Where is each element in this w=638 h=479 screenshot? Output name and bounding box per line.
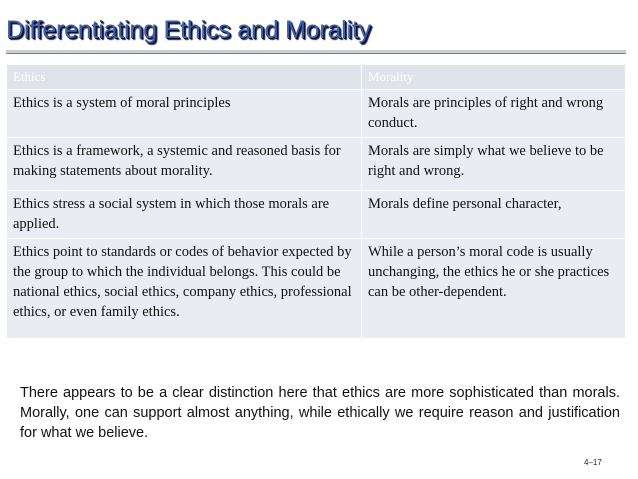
table-row	[7, 239, 626, 339]
header-ethics: Ethics	[7, 65, 362, 90]
morality-cell: Morals are principles of right and wrong conduct.	[362, 90, 626, 138]
explanatory-note: There appears to be a clear distinction here that ethics are more sophisticated than morals. Morally, one can support almost anything, while ethically we require reason and justification for what we believe.	[20, 385, 620, 441]
title-divider-shadow	[6, 53, 626, 54]
table-row	[7, 138, 626, 191]
header-morality: Morality	[362, 65, 626, 90]
table-header-row	[7, 65, 626, 90]
morality-cell: Morals are simply what we believe to be right and wrong.	[362, 138, 626, 191]
table-row	[7, 90, 626, 138]
comparison-table	[6, 64, 626, 339]
slide-title: Differentiating Ethics and Morality	[6, 16, 371, 44]
morality-cell: Morals define personal character,	[362, 191, 626, 239]
table-row	[7, 191, 626, 239]
slide-number: 4–17	[584, 458, 602, 467]
ethics-cell: Ethics point to standards or codes of behavior expected by the group to which the individual belongs. This could be national ethics, social ethics, company ethics, professional ethics, or even family ethics.	[7, 239, 362, 339]
ethics-cell: Ethics stress a social system in which those morals are applied.	[7, 191, 362, 239]
ethics-cell: Ethics is a system of moral principles	[7, 90, 362, 138]
ethics-cell: Ethics is a framework, a systemic and reasoned basis for making statements about morality.	[7, 138, 362, 191]
morality-cell: While a person’s moral code is usually unchanging, the ethics he or she practices can be other-dependent.	[362, 239, 626, 339]
